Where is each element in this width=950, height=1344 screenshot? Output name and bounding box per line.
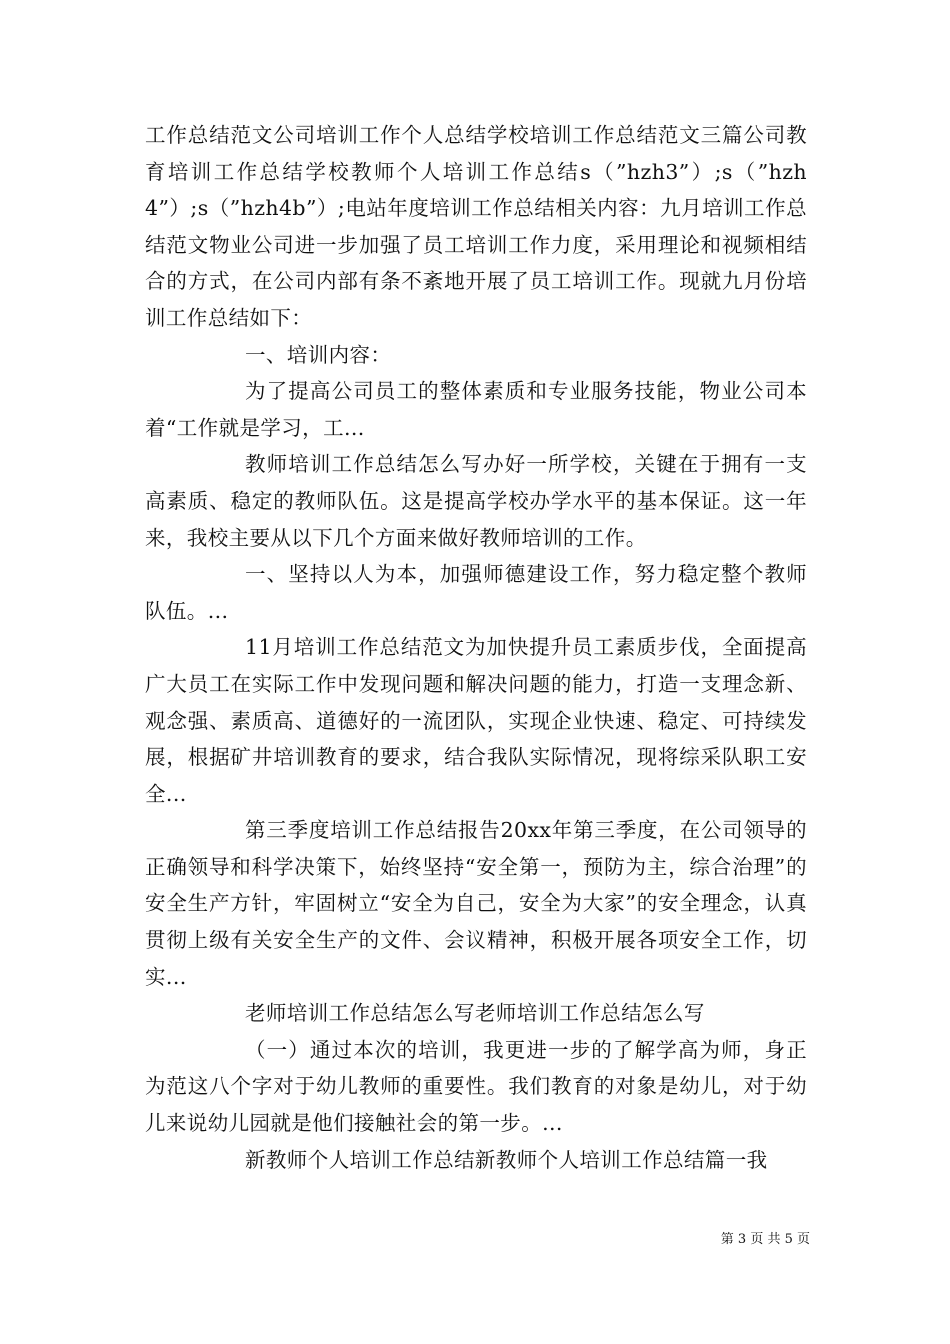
paragraph-training-content: 为了提高公司员工的整体素质和专业服务技能，物业公司本着“工作就是学习，工... bbox=[145, 379, 807, 440]
paragraph-november-summary: 11月培训工作总结范文为加快提升员工素质步伐，全面提高广大员工在实际工作中发现问题和解决问题的能力，打造一支理念新、观念强、素质高、道德好的一流团队，实现企业快速、稳定、可持续发展，根据矿井培训教育的要求，结合我队实际情况，现将综采队职工安全... bbox=[145, 635, 807, 806]
body-text bbox=[145, 117, 807, 1178]
paragraph-training-content-heading: 一、培训内容： bbox=[245, 342, 392, 367]
paragraph-third-quarter-report: 第三季度培训工作总结报告20xx年第三季度，在公司领导的正确领导和科学决策下，始终坚持“安全第一，预防为主，综合治理”的安全生产方针，牢固树立“安全为自己，安全为大家”的安全理念，认真贯彻上级有关安全生产的文件、会议精神，积极开展各项安全工作，切实... bbox=[145, 818, 807, 989]
paragraph-kindergarten: （一）通过本次的培训，我更进一步的了解学高为师，身正为范这八个字对于幼儿教师的重要性。我们教育的对象是幼儿，对于幼儿来说幼儿园就是他们接触社会的第一步。... bbox=[145, 1037, 807, 1136]
page-number-footer: 第 3 页 共 5 页 bbox=[720, 1232, 810, 1247]
paragraph-intro: 工作总结范文公司培训工作个人总结学校培训工作总结范文三篇公司教育培训工作总结学校教师个人培训工作总结s（”hzh3”）;s（”hzh4”）;s（”hzh4b”）;电站年度培训工作总结相关内容：九月培训工作总结范文物业公司进一步加强了员工培训工作力度，采用理论和视频相结合的方式，在公司内部有条不紊地开展了员工培训工作。现就九月份培训工作总结如下： bbox=[145, 123, 807, 330]
paragraph-new-teacher: 新教师个人培训工作总结新教师个人培训工作总结篇一我 bbox=[245, 1147, 768, 1172]
paragraph-teacher-summary-title: 老师培训工作总结怎么写老师培训工作总结怎么写 bbox=[245, 1001, 705, 1026]
paragraph-teacher-training: 教师培训工作总结怎么写办好一所学校，关键在于拥有一支高素质、稳定的教师队伍。这是提高学校办学水平的基本保证。这一年来，我校主要从以下几个方面来做好教师培训的工作。 bbox=[145, 452, 807, 550]
paragraph-people-oriented: 一、坚持以人为本，加强师德建设工作，努力稳定整个教师队伍。... bbox=[145, 562, 807, 623]
